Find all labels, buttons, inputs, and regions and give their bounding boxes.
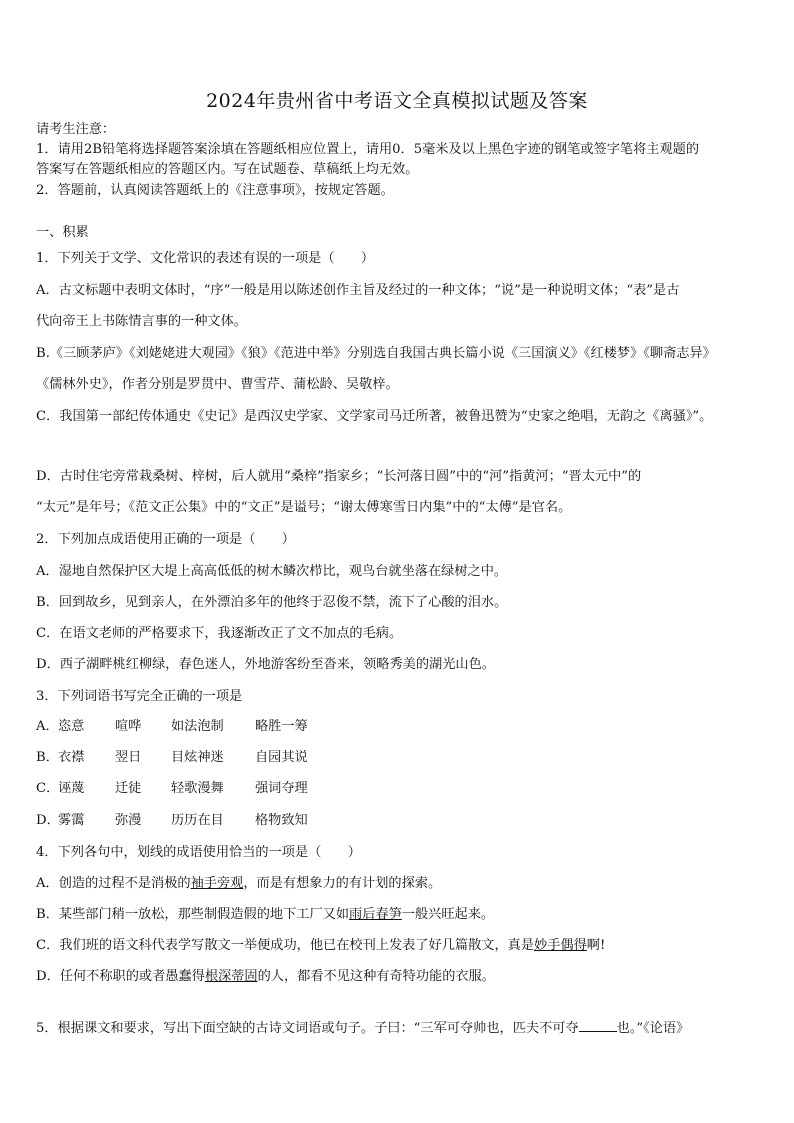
q4-d-text: D．任何不称职的或者愚蠢得 xyxy=(36,969,205,984)
q3-option-b xyxy=(36,749,308,767)
q3-word: 自园其说 xyxy=(255,750,308,765)
notice-item-2: 2．答题前，认真阅读答题纸上的《注意事项》，按规定答题。 xyxy=(36,183,394,198)
q3-word: 强词夺理 xyxy=(255,781,308,796)
q4-a-underlined-idiom: 袖手旁观 xyxy=(190,876,244,891)
q4-option-b xyxy=(36,906,494,924)
q3-option-d xyxy=(36,812,308,830)
q1-option-a-line-2: 代向帝王上书陈情言事的一种文体。 xyxy=(36,314,247,329)
q3-word: 雾霭 xyxy=(58,813,85,828)
q3-option-label: A． xyxy=(36,719,59,734)
notice-heading: 请考生注意： xyxy=(36,122,116,137)
notice-item-1-line-2: 答案写在答题纸相应的答题区内。写在试题卷、草稿纸上均无效。 xyxy=(36,162,419,177)
q4-b-underlined-idiom: 雨后春笋 xyxy=(349,907,402,922)
q4-d-text-end: 的人，都看不见这种有奇特功能的衣服。 xyxy=(257,969,495,984)
q3-option-a xyxy=(36,718,308,736)
q3-word: 弥漫 xyxy=(115,813,142,828)
q1-option-d-line-1: D．古时住宅旁常栽桑树、梓树，后人就用“桑梓”指家乡；“长河落日圆”中的“河”指黄河；“晋太元中”的 xyxy=(36,469,642,484)
page-title: 2024年贵州省中考语文全真模拟试题及答案 xyxy=(206,90,588,112)
q4-b-text: B．某些部门稍一放松，那些制假造假的地下工厂又如 xyxy=(36,907,350,922)
q4-c-underlined-idiom: 妙手偶得 xyxy=(534,938,587,953)
q3-word: 略胜一筹 xyxy=(255,719,308,734)
q3-word: 喧哗 xyxy=(115,719,142,734)
q3-word: 轻歌漫舞 xyxy=(171,781,224,796)
q4-c-text: C．我们班的语文科代表学写散文一举便成功，他已在校刊上发表了好几篇散文，真是 xyxy=(36,938,535,953)
q3-word: 诬蔑 xyxy=(58,781,85,796)
q4-d-underlined-idiom: 根深蒂固 xyxy=(204,969,258,984)
section-heading: 一、积累 xyxy=(36,225,89,240)
q4-option-c xyxy=(36,937,605,955)
q4-option-d xyxy=(36,968,495,986)
q3-option-c xyxy=(36,780,308,798)
q3-word: 如法泡制 xyxy=(171,719,224,734)
q1-option-b-line-1: B.《三顾茅庐》《刘姥姥进大观园》《狼》《范进中举》分别选自我国古典长篇小说《三国演义》《红楼梦》《聊斋志异》 xyxy=(36,346,716,361)
q5-text-end: 也。”《论语》 xyxy=(616,1021,690,1036)
q2-option-c: C．在语文老师的严格要求下，我逐渐改正了文不加点的毛病。 xyxy=(36,626,403,641)
q3-option-label: B． xyxy=(36,750,59,765)
q4-b-text-end: 一般兴旺起来。 xyxy=(401,907,495,922)
q3-word: 目炫神迷 xyxy=(171,750,224,765)
answer-blank[interactable] xyxy=(579,1019,617,1032)
q4-stem: 4．下列各句中，划线的成语使用恰当的一项是（ ） xyxy=(36,845,361,860)
q4-c-text-end: 啊! xyxy=(586,938,606,953)
q3-word: 翌日 xyxy=(115,750,142,765)
q4-option-a xyxy=(36,875,441,893)
q3-option-label: D． xyxy=(36,813,60,828)
q1-option-b-line-2: 《儒林外史》，作者分别是罗贯中、曹雪芹、蒲松龄、吴敬梓。 xyxy=(36,377,399,392)
q1-option-d-line-2: “太元”是年号；《范文正公集》中的“文正”是谥号；“谢太傅寒雪日内集”中的“太傅”是官名。 xyxy=(36,500,572,515)
q2-stem: 2．下列加点成语使用正确的一项是（ ） xyxy=(36,532,295,547)
q1-option-a-line-1: A．古文标题中表明文体时，“序”一般是用以陈述创作主旨及经过的一种文体；“说”是一种说明文体；“表”是古 xyxy=(36,283,680,298)
notice-item-1-line-1: 1．请用2B铅笔将选择题答案涂填在答题纸相应位置上，请用0．5毫米及以上黑色字迹的钢笔或签字笔将主观题的 xyxy=(36,142,700,157)
q3-word: 历历在目 xyxy=(171,813,224,828)
q3-option-label: C． xyxy=(36,781,60,796)
q4-a-text-end: ，而是有想象力的有计划的探索。 xyxy=(243,876,442,891)
q3-word: 恣意 xyxy=(58,719,85,734)
q2-option-b: B．回到故乡，见到亲人，在外漂泊多年的他终于忍俊不禁，流下了心酸的泪水。 xyxy=(36,595,508,610)
q3-word: 衣襟 xyxy=(58,750,85,765)
q4-a-text: A．创造的过程不是消极的 xyxy=(36,876,191,891)
q2-option-a: A．湿地自然保护区大堤上高高低低的树木鳞次栉比，观鸟台就坐落在绿树之中。 xyxy=(36,564,508,579)
q3-word: 格物致知 xyxy=(255,813,308,828)
q1-stem: 1．下列关于文学、文化常识的表述有误的一项是（ ） xyxy=(36,251,375,266)
q2-option-d: D．西子湖畔桃红柳绿，春色迷人，外地游客纷至沓来，领略秀美的湖光山色。 xyxy=(36,657,495,672)
q5-stem xyxy=(36,1019,689,1038)
q5-text: 5．根据课文和要求，写出下面空缺的古诗文词语或句子。子曰：“三军可夺帅也，匹夫不可夺 xyxy=(36,1021,579,1036)
q3-stem: 3．下列词语书写完全正确的一项是 xyxy=(36,689,243,704)
q3-word: 迁徒 xyxy=(115,781,142,796)
q1-option-c: C．我国第一部纪传体通史《史记》是西汉史学家、文学家司马迁所著，被鲁迅赞为“史家之绝唱，无韵之《离骚》”。 xyxy=(36,409,713,424)
